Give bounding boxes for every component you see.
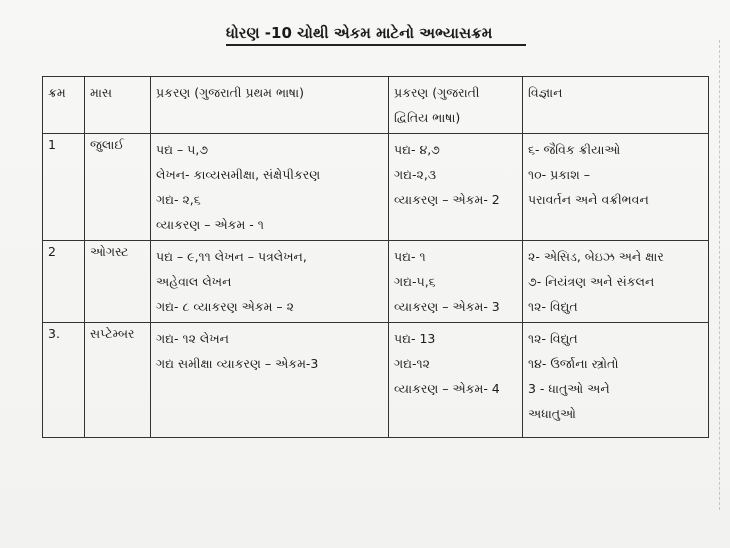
cell-line: ગદ્ય-૨,૩: [394, 167, 437, 182]
header-science: વિજ્ઞાન: [523, 77, 709, 134]
page-edge-mark: [719, 40, 726, 510]
cell-line: ૭- નિયંત્રણ અને સંકલન: [528, 274, 655, 289]
cell-line: લેખન- કાવ્યસમીક્ષા, સંક્ષેપીકરણ: [156, 167, 321, 182]
cell-line: ગદ્ય- ૨,૬: [156, 192, 201, 207]
syllabus-table: [42, 76, 709, 438]
cell-line: પદ્ય- 13: [394, 331, 436, 346]
cell-science: [523, 134, 709, 241]
table-row: [43, 241, 709, 323]
cell-line: પદ્ય – ૫,૭: [156, 142, 209, 157]
table-header-row: [43, 77, 709, 134]
header-no: ક્રમ: [43, 77, 85, 134]
cell-month: ઓગસ્ટ: [85, 241, 151, 323]
header-line: દ્વિતિય ભાષા): [394, 110, 461, 125]
cell-line: ગદ્ય- ૧૨ લેખન: [156, 331, 229, 346]
cell-line: વ્યાકરણ – એકમ- 3: [394, 299, 500, 314]
cell-no: 3.: [43, 323, 85, 438]
cell-line: વ્યાકરણ – એકમ - ૧: [156, 217, 264, 232]
cell-science: [523, 241, 709, 323]
cell-line: પદ્ય – ૯,૧૧ લેખન – પત્રલેખન,: [156, 249, 307, 264]
cell-line: ગદ્ય-૫,૬: [394, 274, 436, 289]
cell-line: વ્યાકરણ – એકમ- 4: [394, 381, 500, 396]
cell-line: ૧૨- વિદ્યુત: [528, 331, 578, 346]
cell-line: ગદ્ય સમીક્ષા વ્યાકરણ – એકમ-3: [156, 356, 319, 371]
cell-line: વ્યાકરણ – એકમ- 2: [394, 192, 500, 207]
cell-line: અહેવાલ લેખન: [156, 274, 232, 289]
cell-gujarati-second: [389, 241, 523, 323]
cell-line: 3 - ધાતુઓ અને: [528, 381, 610, 396]
cell-line: પદ્ય- ૧: [394, 249, 426, 264]
cell-gujarati-second: [389, 323, 523, 438]
cell-line: ૧૨- વિદ્યુત: [528, 299, 578, 314]
cell-month: જુલાઈ: [85, 134, 151, 241]
cell-month: સપ્ટેમ્બર: [85, 323, 151, 438]
cell-no: 1: [43, 134, 85, 241]
table-row: [43, 323, 709, 438]
cell-line: ૧૦- પ્રકાશ –: [528, 167, 590, 182]
cell-line: ૬- જૈવિક ક્રીયાઓ: [528, 142, 621, 157]
cell-gujarati-first: [151, 134, 389, 241]
document-title: ધોરણ -10 ચોથી એકમ માટેનો અભ્યાસક્રમ: [226, 24, 526, 46]
header-month: માસ: [85, 77, 151, 134]
cell-science: [523, 323, 709, 438]
cell-line: પરાવર્તન અને વક્રીભવન: [528, 192, 649, 207]
cell-gujarati-first: [151, 241, 389, 323]
cell-gujarati-second: [389, 134, 523, 241]
cell-line: અધાતુઓ: [528, 406, 576, 421]
header-gujarati-second-language: [389, 77, 523, 134]
cell-no: 2: [43, 241, 85, 323]
cell-line: ૧૪- ઉર્જાના સ્ત્રોતો: [528, 356, 619, 371]
header-gujarati-first-language: પ્રકરણ (ગુજરાતી પ્રથમ ભાષા): [151, 77, 389, 134]
cell-line: ૨- એસિડ, બેઇઝ અને ક્ષાર: [528, 249, 664, 264]
cell-line: પદ્ય- ૪,૭: [394, 142, 440, 157]
cell-line: ગદ્ય-૧૨: [394, 356, 430, 371]
table-row: [43, 134, 709, 241]
cell-gujarati-first: [151, 323, 389, 438]
header-line: પ્રકરણ (ગુજરાતી: [394, 85, 480, 100]
cell-line: ગદ્ય- ૮ વ્યાકરણ એકમ – ૨: [156, 299, 294, 314]
